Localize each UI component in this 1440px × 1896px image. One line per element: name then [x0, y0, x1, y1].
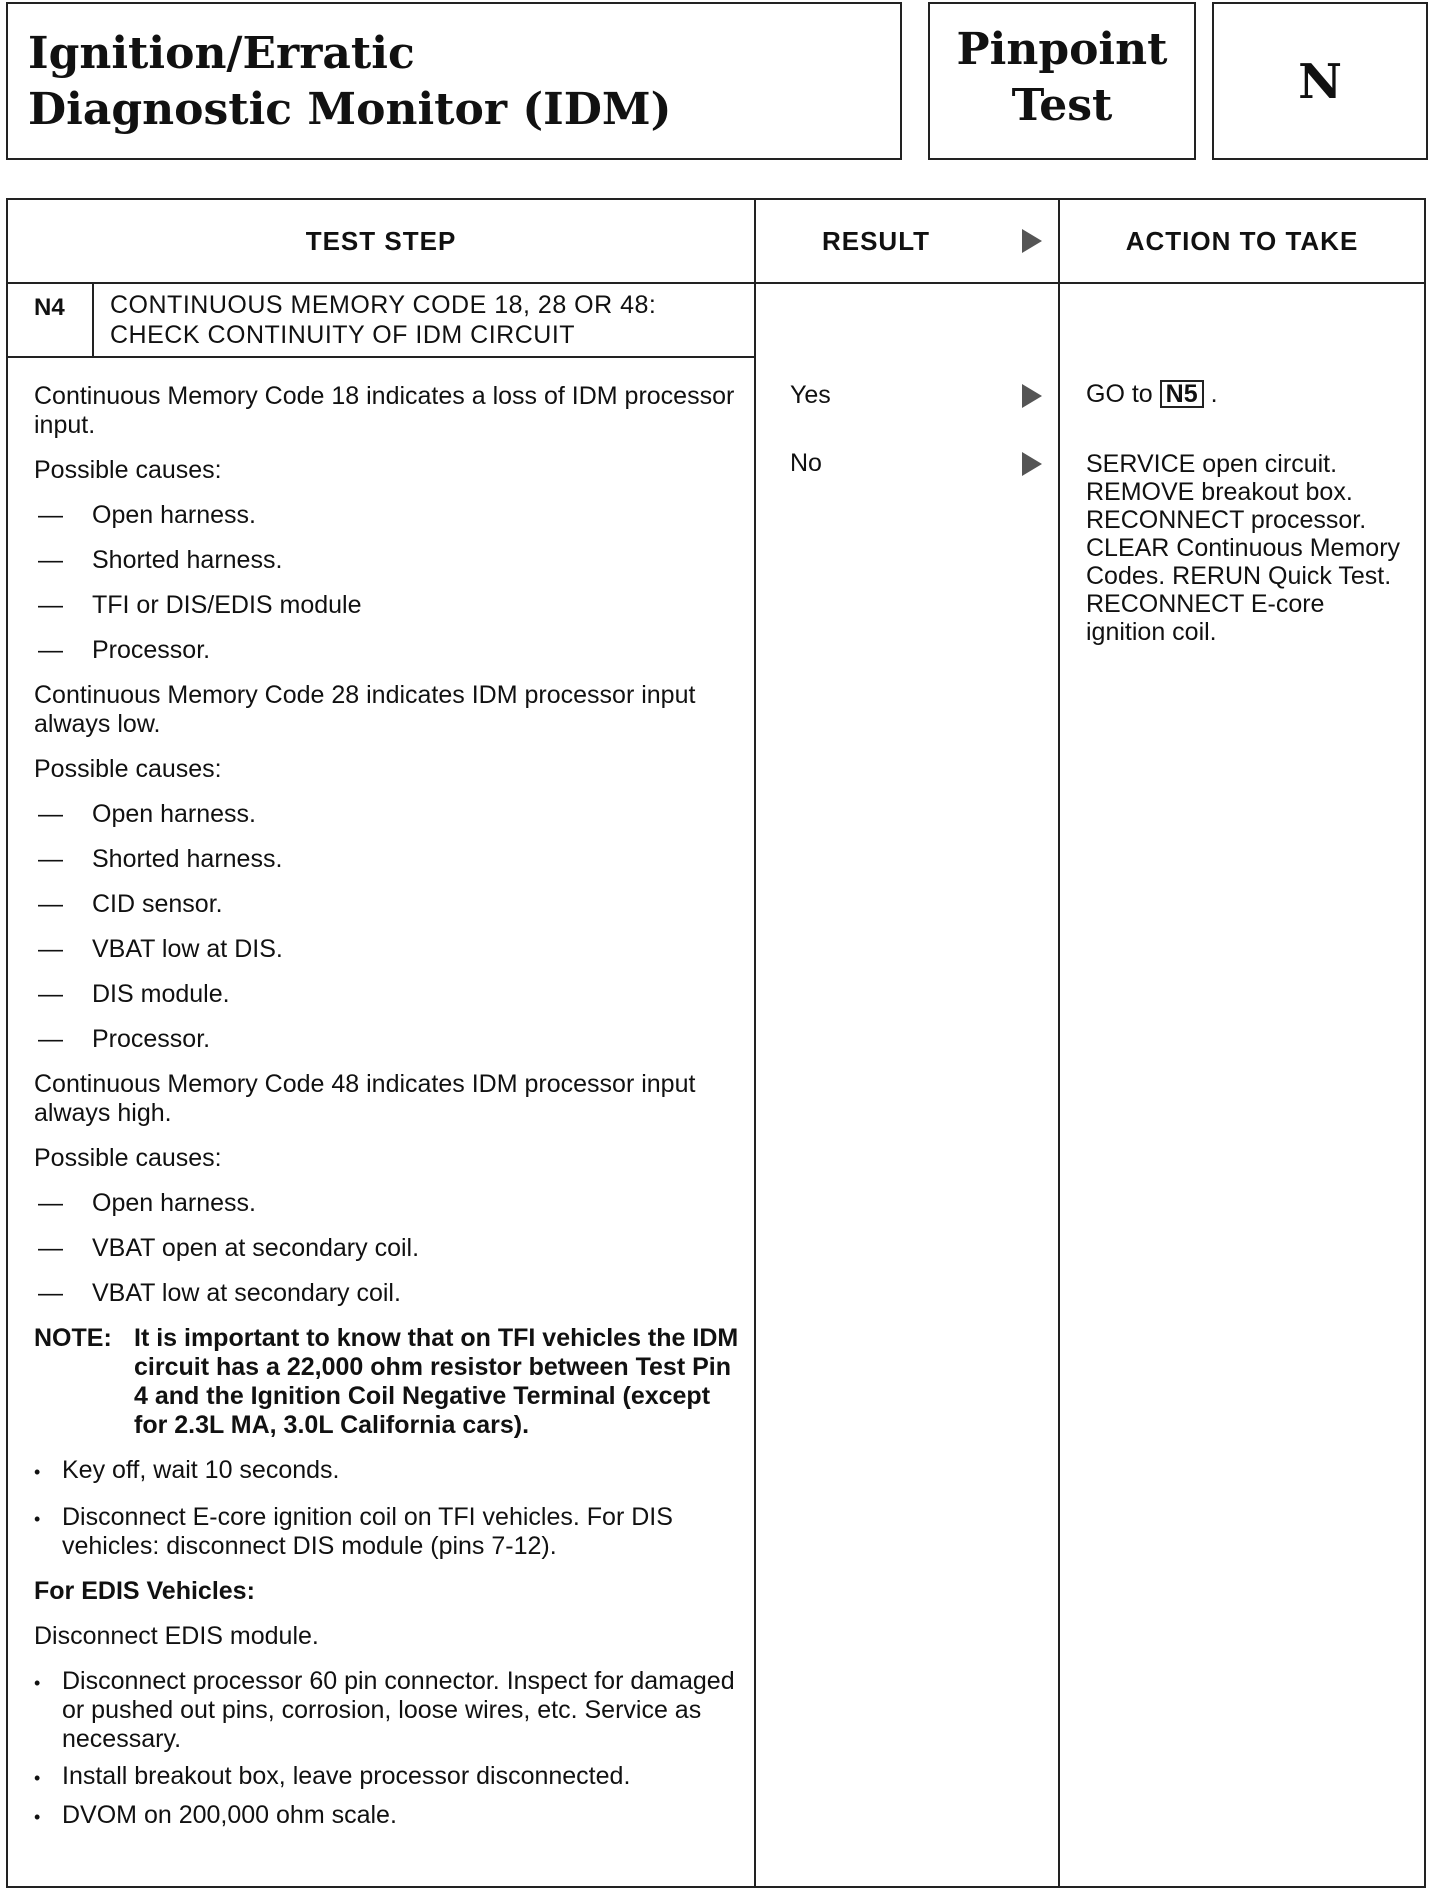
action-yes-suffix: .: [1210, 380, 1218, 408]
step-reference-n5: N5: [1160, 380, 1204, 408]
list-item: — VBAT low at secondary coil.: [38, 1279, 401, 1307]
causes-label-2: Possible causes:: [34, 755, 222, 783]
action-no: SERVICE open circuit. REMOVE breakout box. RECONNECT processor. CLEAR Continuous Memory Codes. RERUN Quick Test. RECONNECT E-core ignition coil.: [1086, 450, 1401, 646]
causes-label-3: Possible causes:: [34, 1144, 222, 1172]
list-item: — Shorted harness.: [38, 546, 283, 574]
note: [34, 1324, 744, 1440]
result-yes: Yes: [790, 381, 831, 409]
step-title-line-1: CONTINUOUS MEMORY CODE 18, 28 OR 48:: [110, 291, 657, 319]
pinpoint-label-1: Pinpoint: [956, 24, 1168, 75]
column-header-result: RESULT: [821, 226, 931, 256]
page-title: [28, 26, 671, 138]
result-no-arrow-icon: [1022, 452, 1042, 476]
column-header-action: ACTION TO TAKE: [1125, 226, 1359, 256]
list-item: — Processor.: [38, 636, 211, 664]
list-item: — Open harness.: [38, 800, 256, 828]
bullet-icon: •: [34, 1462, 41, 1482]
pinpoint-label-2: Test: [1011, 80, 1113, 131]
edis-text: Disconnect EDIS module.: [34, 1622, 319, 1650]
list-item: — VBAT open at secondary coil.: [38, 1234, 420, 1262]
step-code-divider: [92, 282, 94, 356]
note-label: NOTE:: [34, 1324, 112, 1352]
list-item: — DIS module.: [38, 980, 230, 1008]
bullet-icon: •: [34, 1768, 41, 1788]
code-28-text: Continuous Memory Code 28 indicates IDM processor input always low.: [34, 681, 696, 738]
list-item: — CID sensor.: [38, 890, 223, 918]
test-letter-box: [1212, 2, 1428, 160]
title-box: [6, 2, 902, 160]
list-item: • Install breakout box, leave processor disconnected.: [34, 1762, 744, 1793]
header-arrow-icon: [1022, 229, 1042, 253]
code-18-text: Continuous Memory Code 18 indicates a loss of IDM processor input.: [34, 382, 735, 439]
pinpoint-box: [928, 2, 1196, 160]
bullet-icon: •: [34, 1673, 41, 1693]
edis-heading: For EDIS Vehicles:: [34, 1577, 255, 1605]
action-yes: [1086, 380, 1406, 408]
header-row-divider: [8, 282, 1424, 284]
list-item: • Disconnect E-core ignition coil on TFI vehicles. For DIS vehicles: disconnect DIS module (pins 7-12).: [34, 1503, 673, 1560]
column-header-test-step: TEST STEP: [305, 226, 457, 256]
bullet-icon: •: [34, 1509, 41, 1529]
step-title-divider: [8, 356, 754, 358]
causes-label-1: Possible causes:: [34, 456, 222, 484]
step-title-line-2: CHECK CONTINUITY OF IDM CIRCUIT: [110, 321, 576, 349]
test-step-body: [34, 382, 744, 1840]
action-yes-prefix: GO to: [1086, 380, 1153, 408]
list-item: — Open harness.: [38, 501, 256, 529]
list-item: — Shorted harness.: [38, 845, 283, 873]
title-line-2: Diagnostic Monitor (IDM): [28, 84, 672, 135]
list-item: — Processor.: [38, 1025, 211, 1053]
result-no: No: [790, 449, 822, 477]
step-title: [110, 290, 656, 350]
step-code: N4: [34, 294, 65, 321]
code-48-text: Continuous Memory Code 48 indicates IDM processor input always high.: [34, 1070, 696, 1127]
column-divider-1: [754, 200, 756, 1886]
column-divider-2: [1058, 200, 1060, 1886]
test-letter: N: [1298, 54, 1342, 110]
title-line-1: Ignition/Erratic: [28, 28, 415, 79]
note-text: It is important to know that on TFI vehicles the IDM circuit has a 22,000 ohm resistor between Test Pin 4 and the Ignition Coil Negative Terminal (except for 2.3L MA, 3.0L California cars).: [134, 1324, 739, 1439]
bullet-icon: •: [34, 1807, 41, 1827]
test-table: [6, 198, 1426, 1888]
result-yes-arrow-icon: [1022, 384, 1042, 408]
list-item: — VBAT low at DIS.: [38, 935, 283, 963]
list-item: • Disconnect processor 60 pin connector. Inspect for damaged or pushed out pins, corrosion, loose wires, etc. Service as necessary.: [34, 1667, 735, 1753]
list-item: • Key off, wait 10 seconds.: [34, 1456, 744, 1487]
list-item: • DVOM on 200,000 ohm scale.: [34, 1801, 744, 1832]
list-item: — TFI or DIS/EDIS module: [38, 591, 362, 619]
list-item: — Open harness.: [38, 1189, 256, 1217]
